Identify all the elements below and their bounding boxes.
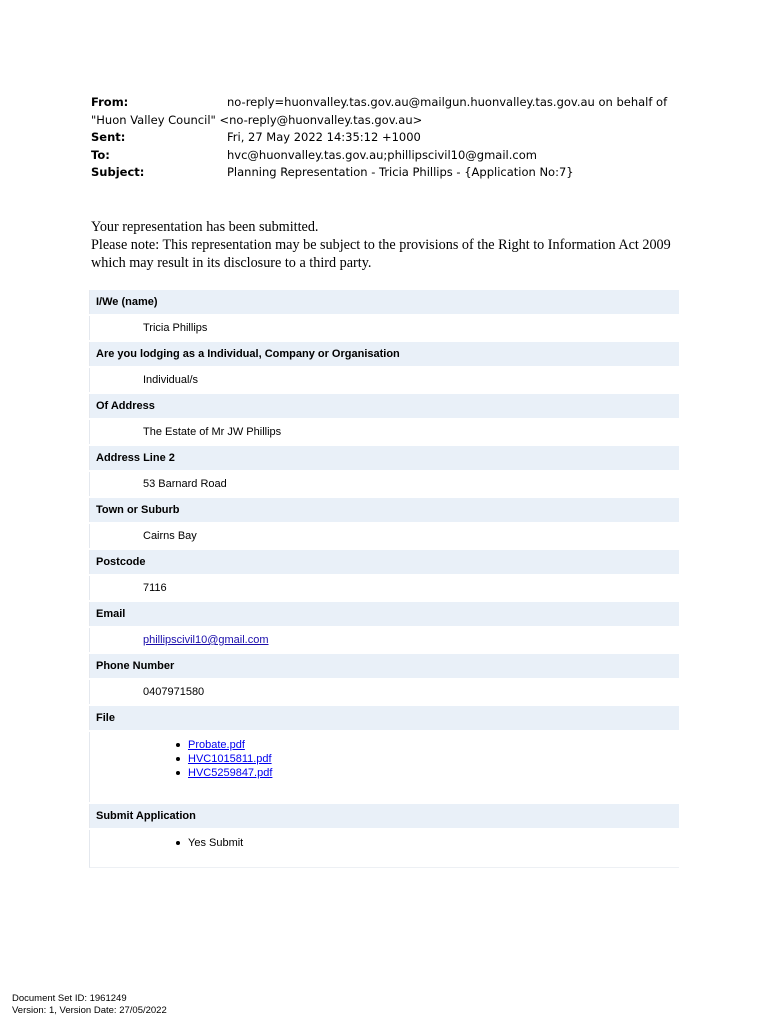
- to-row: [91, 147, 691, 165]
- from-continued: "Huon Valley Council" <no-reply@huonvalley.tas.gov.au>: [91, 112, 423, 127]
- from-continued-row: [91, 112, 691, 130]
- subject-label: Subject:: [91, 165, 145, 179]
- address-label: Of Address: [89, 394, 679, 418]
- lodging-value: Individual/s: [89, 368, 679, 392]
- file-label: File: [89, 706, 679, 730]
- address2-label: Address Line 2: [89, 446, 679, 470]
- email-label: Email: [89, 602, 679, 626]
- subject-value: Planning Representation - Tricia Phillips - {Application No:7}: [227, 165, 574, 179]
- postcode-value: 7116: [89, 576, 679, 600]
- address2-value: 53 Barnard Road: [89, 472, 679, 496]
- rti-notice: Please note: This representation may be subject to the provisions of the Right to Information Act 2009 which may result in its disclosure to a third party.: [91, 236, 671, 271]
- sent-label: Sent:: [91, 130, 126, 144]
- submit-value: Yes Submit: [188, 836, 679, 850]
- subject-row: [91, 164, 691, 182]
- email-link[interactable]: phillipscivil10@gmail.com: [143, 634, 269, 646]
- version-info: Version: 1, Version Date: 27/05/2022: [12, 1005, 167, 1016]
- to-label: To:: [91, 147, 110, 162]
- to-value: hvc@huonvalley.tas.gov.au;phillipscivil10@gmail.com: [227, 147, 537, 162]
- file-item: [188, 752, 679, 766]
- from-value: no-reply=huonvalley.tas.gov.au@mailgun.huonvalley.tas.gov.au on behalf of: [227, 95, 668, 109]
- lodging-label: Are you lodging as a Individual, Company or Organisation: [89, 342, 679, 366]
- postcode-label: Postcode: [89, 550, 679, 574]
- address-value: The Estate of Mr JW Phillips: [89, 420, 679, 444]
- doc-set-id: Document Set ID: 1961249: [12, 993, 127, 1004]
- name-label: I/We (name): [89, 290, 679, 314]
- file-link-hvc5259847[interactable]: HVC5259847.pdf: [188, 767, 273, 779]
- file-list: [89, 732, 679, 802]
- submit-label: Submit Application: [89, 804, 679, 828]
- file-item: [188, 766, 679, 780]
- email-header: [91, 94, 691, 182]
- file-link-probate[interactable]: Probate.pdf: [188, 739, 245, 751]
- intro-text: [91, 219, 691, 272]
- town-value: Cairns Bay: [89, 524, 679, 548]
- from-label: From:: [91, 95, 129, 109]
- representation-form: [89, 290, 679, 870]
- sent-row: [91, 129, 691, 147]
- name-value: Tricia Phillips: [89, 316, 679, 340]
- town-label: Town or Suburb: [89, 498, 679, 522]
- document-footer: [12, 993, 167, 1017]
- submit-list: [89, 830, 679, 868]
- phone-value: 0407971580: [89, 680, 679, 704]
- file-item: [188, 738, 679, 752]
- phone-label: Phone Number: [89, 654, 679, 678]
- submitted-message: Your representation has been submitted.: [91, 219, 319, 235]
- from-row: [91, 94, 691, 112]
- sent-value: Fri, 27 May 2022 14:35:12 +1000: [227, 130, 421, 144]
- email-row: [89, 628, 679, 652]
- file-link-hvc1015811[interactable]: HVC1015811.pdf: [188, 753, 272, 765]
